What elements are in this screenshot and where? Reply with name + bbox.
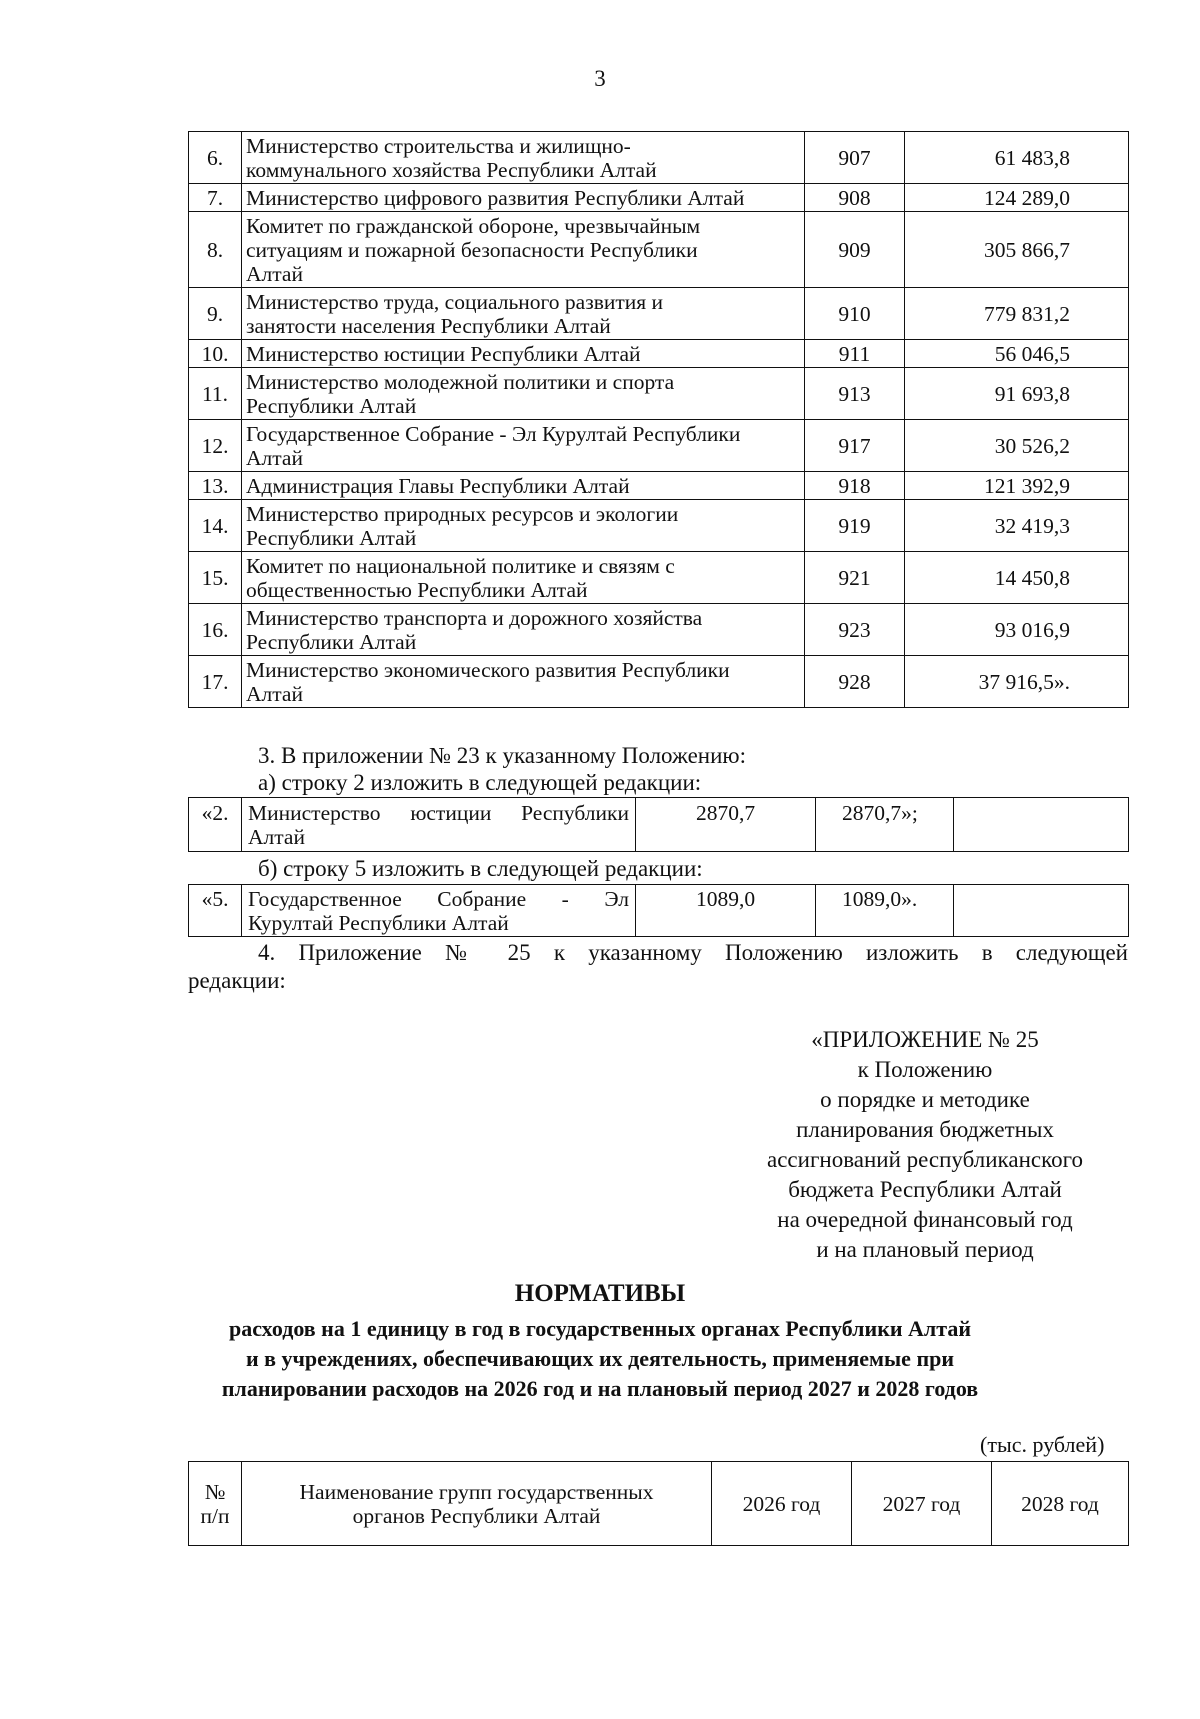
row-name-line: Курултай Республики Алтай	[248, 911, 509, 935]
paragraph-3a: а) строку 2 изложить в следующей редакции:	[258, 770, 702, 795]
row-amount: 37 916,5».	[905, 656, 1129, 708]
appendix-header	[735, 1025, 1115, 1265]
header-2027: 2027 год	[852, 1462, 992, 1546]
budget-table	[188, 131, 1129, 708]
row-code: 911	[805, 340, 905, 368]
row-amount: 779 831,2	[905, 288, 1129, 340]
row-code: 913	[805, 368, 905, 420]
table-row	[189, 184, 1129, 212]
document-subtitle	[0, 1314, 1200, 1404]
table-row	[189, 604, 1129, 656]
header-name-line: органов Республики Алтай	[352, 1503, 601, 1528]
appendix-line: на очередной финансовый год	[777, 1207, 1073, 1232]
row-number: 13.	[189, 472, 242, 500]
row-name: Министерство строительства и жилищно- коммунального хозяйства Республики Алтай	[242, 132, 805, 184]
row-name: Министерство экономического развития Республики Алтай	[242, 656, 805, 708]
paragraph-3b: б) строку 5 изложить в следующей редакции:	[258, 856, 703, 881]
row-number: 8.	[189, 212, 242, 288]
appendix-line: к Положению	[857, 1057, 993, 1082]
row-number: 11.	[189, 368, 242, 420]
row-name-line: Министерство юстиции Республики	[248, 801, 629, 825]
row-number: 14.	[189, 500, 242, 552]
appendix-line: о порядке и методике	[820, 1087, 1030, 1112]
row-name: Министерство молодежной политики и спорта Республики Алтай	[242, 368, 805, 420]
table-row	[189, 472, 1129, 500]
header-number-line: п/п	[200, 1503, 230, 1528]
row-amount: 56 046,5	[905, 340, 1129, 368]
row-number: «2.	[189, 798, 242, 852]
table-row	[189, 885, 1129, 937]
appendix-line: «ПРИЛОЖЕНИЕ № 25	[811, 1027, 1039, 1052]
norms-table	[188, 1461, 1129, 1546]
table-row	[189, 798, 1129, 852]
row-value: 2870,7»;	[816, 798, 954, 852]
row-code: 908	[805, 184, 905, 212]
table-row	[189, 340, 1129, 368]
row-name	[242, 885, 636, 937]
row-value: 1089,0	[636, 885, 816, 937]
row-number: 10.	[189, 340, 242, 368]
table-row	[189, 656, 1129, 708]
row-code: 910	[805, 288, 905, 340]
row-name-line: Алтай	[248, 825, 305, 849]
row-amount: 305 866,7	[905, 212, 1129, 288]
row-number: 7.	[189, 184, 242, 212]
row-code: 923	[805, 604, 905, 656]
table-row	[189, 420, 1129, 472]
appendix-line: и на плановый период	[816, 1237, 1034, 1262]
row-amount: 61 483,8	[905, 132, 1129, 184]
row-code: 928	[805, 656, 905, 708]
row-code: 919	[805, 500, 905, 552]
row-amount: 93 016,9	[905, 604, 1129, 656]
table-row	[189, 500, 1129, 552]
row-number: 15.	[189, 552, 242, 604]
page-number: 3	[594, 66, 606, 91]
row-name: Комитет по национальной политике и связям с общественностью Республики Алтай	[242, 552, 805, 604]
row-number: 16.	[189, 604, 242, 656]
row-name-line: Государственное Собрание - Эл	[248, 887, 629, 911]
row-value: 1089,0».	[816, 885, 954, 937]
appendix-line: планирования бюджетных	[796, 1117, 1054, 1142]
row-number: 12.	[189, 420, 242, 472]
header-2026: 2026 год	[712, 1462, 852, 1546]
row-name: Министерство природных ресурсов и экологии Республики Алтай	[242, 500, 805, 552]
units-label: (тыс. рублей)	[980, 1432, 1105, 1457]
row-amount: 32 419,3	[905, 500, 1129, 552]
header-name	[242, 1462, 712, 1546]
row-name: Комитет по гражданской обороне, чрезвычайным ситуациям и пожарной безопасности Республики Алтай	[242, 212, 805, 288]
row-value	[954, 885, 1129, 937]
header-2028: 2028 год	[992, 1462, 1129, 1546]
row-name: Министерство цифрового развития Республики Алтай	[242, 184, 805, 212]
document-title: НОРМАТИВЫ	[514, 1280, 686, 1307]
row-value	[954, 798, 1129, 852]
row-amount: 14 450,8	[905, 552, 1129, 604]
appendix-line: бюджета Республики Алтай	[788, 1177, 1062, 1202]
row-name	[242, 798, 636, 852]
table-row	[189, 132, 1129, 184]
row-2-table	[188, 797, 1129, 852]
row-5-table	[188, 884, 1129, 937]
row-value: 2870,7	[636, 798, 816, 852]
row-name: Министерство транспорта и дорожного хозяйства Республики Алтай	[242, 604, 805, 656]
row-number: 6.	[189, 132, 242, 184]
row-name: Министерство труда, социального развития и занятости населения Республики Алтай	[242, 288, 805, 340]
row-amount: 91 693,8	[905, 368, 1129, 420]
row-number: 9.	[189, 288, 242, 340]
table-row	[189, 368, 1129, 420]
paragraph-3: 3. В приложении № 23 к указанному Положению:	[258, 743, 746, 768]
row-code: 907	[805, 132, 905, 184]
row-name: Государственное Собрание - Эл Курултай Республики Алтай	[242, 420, 805, 472]
subtitle-line: планировании расходов на 2026 год и на плановый период 2027 и 2028 годов	[221, 1376, 979, 1401]
row-name: Администрация Главы Республики Алтай	[242, 472, 805, 500]
subtitle-line: расходов на 1 единицу в год в государственных органах Республики Алтай	[228, 1316, 972, 1341]
table-row	[189, 212, 1129, 288]
subtitle-line: и в учреждениях, обеспечивающих их деятельность, применяемые при	[245, 1346, 955, 1371]
table-row	[189, 552, 1129, 604]
row-amount: 30 526,2	[905, 420, 1129, 472]
row-number: 17.	[189, 656, 242, 708]
row-name: Министерство юстиции Республики Алтай	[242, 340, 805, 368]
header-number	[189, 1462, 242, 1546]
table-header-row	[189, 1462, 1129, 1546]
row-amount: 124 289,0	[905, 184, 1129, 212]
row-number: «5.	[189, 885, 242, 937]
header-name-line: Наименование групп государственных	[299, 1479, 654, 1504]
table-row	[189, 288, 1129, 340]
row-amount: 121 392,9	[905, 472, 1129, 500]
paragraph-4: 4. Приложение № 25 к указанному Положению изложить в следующей	[258, 940, 1128, 965]
row-code: 921	[805, 552, 905, 604]
row-code: 918	[805, 472, 905, 500]
header-number-line: №	[204, 1479, 226, 1504]
row-code: 917	[805, 420, 905, 472]
paragraph-4-continuation: редакции:	[188, 968, 286, 993]
row-code: 909	[805, 212, 905, 288]
appendix-line: ассигнований республиканского	[767, 1147, 1083, 1172]
